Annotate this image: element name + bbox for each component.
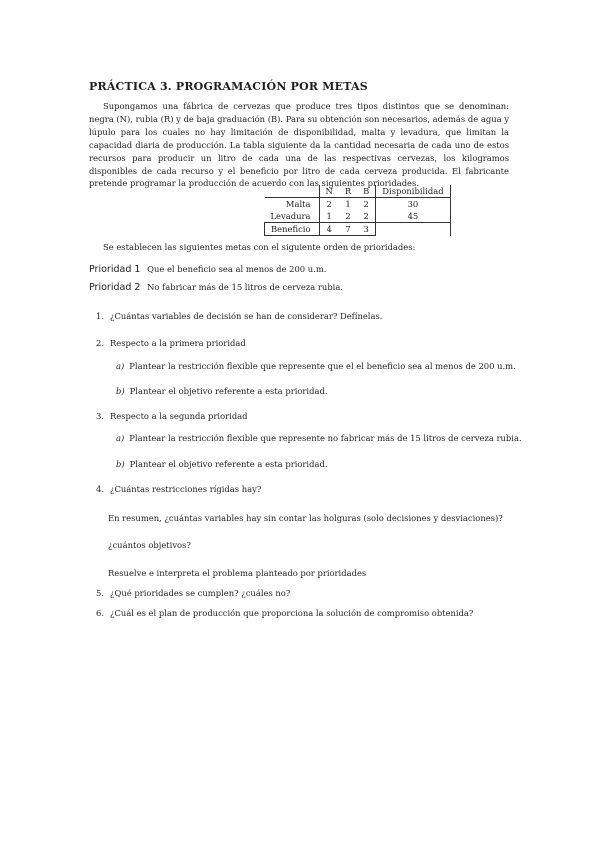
- question-3a: [116, 433, 522, 443]
- question-3b: [116, 459, 327, 469]
- table-cell: 1: [339, 198, 357, 211]
- row-label: Malta: [265, 198, 320, 211]
- question-number: 5.: [96, 588, 104, 598]
- question-text: Respecto a la segunda prioridad: [110, 411, 248, 421]
- question-number: 4.: [96, 484, 104, 494]
- subquestion-label: a): [116, 361, 125, 371]
- table-cell: 2: [345, 211, 351, 221]
- priority-1: [89, 264, 326, 275]
- priority-2: [89, 282, 343, 293]
- resources-table: [264, 185, 451, 236]
- subquestion-text: Plantear el objetivo referente a esta prioridad.: [129, 459, 328, 469]
- table-cell: 1: [326, 211, 332, 221]
- table-cell: 30: [376, 198, 450, 211]
- question-4-solve: Resuelve e interpreta el problema planteado por prioridades: [108, 568, 367, 578]
- subquestion-label: b): [116, 459, 125, 469]
- intro-paragraph: Supongamos una fábrica de cervezas que produce tres tipos distintos que se denominan: negra (N), rubia (R) y de baja graduación (B). Para su obtención son necesarios, además de agua y lúpulo para los cuales no hay limitación de disponibilidad, malta y levadura, que limitan la capacidad diaria de producción. La tabla siguiente da la cantidad necesaria de cada uno de estos recursos para producir un litro de cada una de las respectivas cervezas, los kilogramos disponibles de cada recurso y el beneficio por litro de cada cerveza producida. El fabricante pretende programar la producción de acuerdo con las siguientes prioridades.: [89, 101, 509, 189]
- subquestion-text: Plantear la restricción flexible que represente no fabricar más de 15 litros de cerveza rubia.: [129, 433, 522, 443]
- table-row: [265, 210, 451, 223]
- table-cell: 4: [319, 223, 339, 236]
- question-6: [96, 608, 473, 618]
- question-4-summary: En resumen, ¿cuántas variables hay sin contar las holguras (solo decisiones y desviaciones)?: [108, 513, 503, 523]
- table-cell: [376, 223, 450, 236]
- table-cell: 2: [319, 198, 339, 211]
- table-header-row: [265, 185, 451, 198]
- priority-text: No fabricar más de 15 litros de cerveza rubia.: [147, 282, 344, 292]
- table-header-cell: R: [344, 186, 352, 196]
- table-header-cell: B: [357, 185, 376, 198]
- subquestion-label: a): [116, 433, 125, 443]
- question-number: 6.: [96, 608, 104, 618]
- table-cell: 2: [357, 210, 376, 223]
- question-4: [96, 484, 261, 494]
- question-text: ¿Cuál es el plan de producción que proporciona la solución de compromiso obtenida?: [110, 608, 474, 618]
- question-4-objectives: ¿cuántos objetivos?: [108, 540, 191, 550]
- subquestion-text: Plantear el objetivo referente a esta prioridad.: [129, 386, 328, 396]
- priority-text: Que el beneficio sea al menos de 200 u.m.: [147, 264, 327, 274]
- subquestion-label: b): [116, 386, 125, 396]
- question-text: ¿Cuántas variables de decisión se han de considerar? Defínelas.: [110, 311, 383, 321]
- row-label: Levadura: [265, 210, 320, 223]
- table-cell: 45: [376, 210, 450, 223]
- question-text: ¿Cuántas restricciones rígidas hay?: [110, 484, 262, 494]
- question-1: [96, 311, 382, 321]
- question-text: ¿Qué prioridades se cumplen? ¿cuáles no?: [110, 588, 291, 598]
- subquestion-text: Plantear la restricción flexible que represente que el el beneficio sea al menos de 200 u.m.: [129, 361, 516, 371]
- question-3: [96, 411, 248, 421]
- table-cell: 7: [339, 223, 357, 236]
- table-header-cell: Disponibilidad: [376, 185, 450, 198]
- question-text: Respecto a la primera prioridad: [110, 338, 246, 348]
- table-header-cell: N: [325, 186, 333, 196]
- question-2a: [116, 361, 516, 371]
- table-row: [265, 198, 451, 211]
- question-2b: [116, 386, 327, 396]
- table-row: [265, 223, 451, 236]
- table-cell: 3: [357, 223, 376, 236]
- question-number: 2.: [96, 338, 104, 348]
- page-title: PRÁCTICA 3. PROGRAMACIÓN POR METAS: [89, 80, 368, 93]
- priority-label: Prioridad 1: [89, 264, 141, 275]
- goals-intro: Se establecen las siguientes metas con el siguiente orden de prioridades:: [103, 242, 416, 252]
- priority-label: Prioridad 2: [89, 282, 141, 293]
- question-5: [96, 588, 290, 598]
- row-label: Beneficio: [265, 223, 320, 236]
- question-number: 1.: [96, 311, 104, 321]
- table-header-cell: [265, 185, 320, 198]
- question-2: [96, 338, 246, 348]
- table-cell: 2: [357, 198, 376, 211]
- question-number: 3.: [96, 411, 104, 421]
